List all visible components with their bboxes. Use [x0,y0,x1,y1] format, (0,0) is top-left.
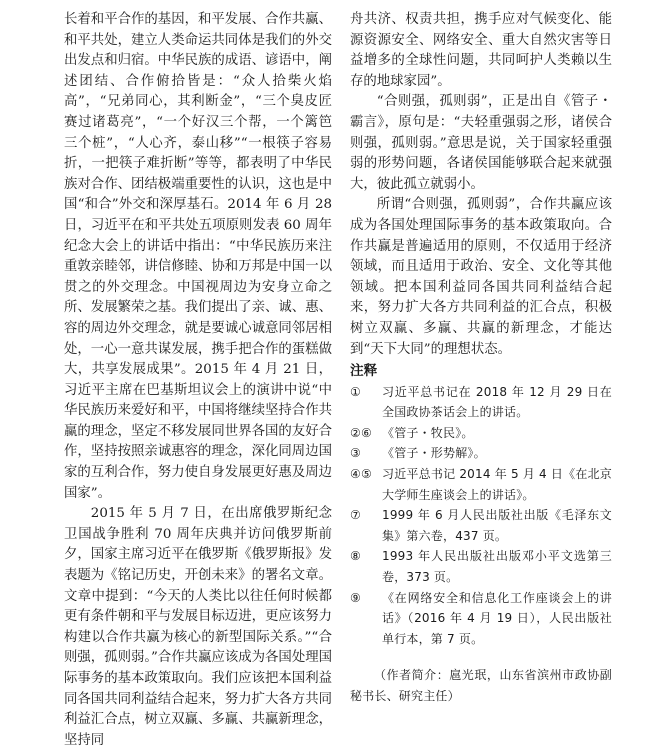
note-text: 习近平总书记 2014 年 5 月 4 日《在北京大学师生座谈会上的讲话》。 [382,467,612,502]
note-text: 《管子・形势解》。 [382,446,486,461]
right-paragraph-2: “合则强，孤则弱”，正是出自《管子・霸言》，原句是：“夫轻重强弱之形，诸侯合则强，孤则弱。”意思是说，关于国家轻重强弱的形势问题，各诸侯国能够联合起来就强大，彼此孤立就弱小。 [350,94,612,192]
note-marker: ⑨ [350,590,361,605]
right-paragraph-3: 所谓“合则强，孤则弱”，合作共赢应该成为各国处理国际事务的基本政策取向。合作共赢是普遍适用的原则，不仅适用于经济领域，而且适用于政治、安全、文化等其他领域。把本国利益同各国共同利益结合起来，努力扩大各方共同利益的汇合点，积极树立双赢、多赢、共赢的新理念，才能达到“天下大同”的理想状态。 [350,197,612,357]
left-paragraph-1: 长着和平合作的基因，和平发展、合作共赢、和平共处，建立人类命运共同体是我们的外交出发点和归宿。中华民族的成语、谚语中，阐述团结、合作俯拾皆是：“众人拾柴火焰高”，“兄弟同心，其利断金”，“三个臭皮匠赛过诸葛亮”，“一个好汉三个帮，一个篱笆三个桩”，“人心齐，泰山移”“一根筷子容易折，一把筷子难折断”等等，都表明了中华民族对合作、团结极端重要性的认识，这也是中国“和合”外交和深厚基石。2014 年 6 月 28 日，习近平在和平共处五项原则发表 60 周年纪念大会上的讲话中指出：“中华民族历来注重敦亲睦邻，讲信修睦、协和万邦是中国一以贯之的外交理念。中国视周边为安身立命之所、发展繁荣之基。我们提出了亲、诚、惠、容的周边外交理念，就是要诚心诚意同邻居相处，一心一意共谋发展，携手把合作的蛋糕做大，共享发展成果”。2015 年 4 月 21 日，习近平主席在巴基斯坦议会上的演讲中说“中华民族历来爱好和平，中国将继续坚持合作共赢的理念，坚定不移发展同世界各国的友好合作，坚持按照亲诚惠容的理念，深化同周边国家的互利合作，努力使自身发展更好惠及周边国家”。 [64,12,332,501]
note-marker: ⑧ [350,549,361,564]
left-paragraph-2: 2015 年 5 月 7 日，在出席俄罗斯纪念卫国战争胜利 70 周年庆典并访问俄罗斯前夕，国家主席习近平在俄罗斯《俄罗斯报》发表题为《铭记历史，开创未来》的署名文章。文章中提到：“今天的人类比以往任何时候都更有条件朝和平与发展目标迈进，更应该努力构建以合作共赢为核心的新型国际关系。”“合则强，孤则弱。”合作共赢应该成为各国处理国际事务的基本政策取向。我们应该把本国利益同各国共同利益结合起来，努力扩大各方共同利益汇合点，树立双赢、多赢、共赢新理念，坚持同 [64,506,332,748]
notes-list [350,382,612,650]
right-paragraph-1: 舟共济、权责共担，携手应对气候变化、能源资源安全、网络安全、重大自然灾害等日益增多的全球性问题，共同呵护人类赖以生存的地球家园”。 [350,12,612,89]
left-column [64,10,332,751]
note-text: 《管子・牧民》。 [382,425,474,440]
author-note: （作者简介：扈光珉，山东省滨州市政协副秘书长、研究主任） [350,668,612,703]
note-item [350,443,612,464]
note-marker: ④⑤ [350,467,372,482]
note-item [350,382,612,423]
notes-heading: 注释 [350,363,378,380]
note-text: 习近平总书记在 2018 年 12 月 29 日在全国政协茶话会上的讲话。 [382,384,612,420]
note-marker: ③ [350,446,361,461]
note-marker: ① [350,384,361,399]
note-item [350,464,612,505]
note-marker: ②⑥ [350,425,372,440]
right-column [350,10,612,719]
note-item [350,423,612,444]
note-item [350,505,612,546]
note-text: 《在网络安全和信息化工作座谈会上的讲话》（2016 年 4 月 19 日），人民出版社单行本，第 7 页。 [382,590,612,646]
note-item [350,546,612,587]
note-item [350,588,612,650]
note-marker: ⑦ [350,508,361,523]
note-text: 1999 年 6 月人民出版社出版《毛泽东文集》第六卷，437 页。 [382,508,612,543]
note-text: 1993 年人民出版社出版邓小平文选第三卷，373 页。 [382,549,612,585]
